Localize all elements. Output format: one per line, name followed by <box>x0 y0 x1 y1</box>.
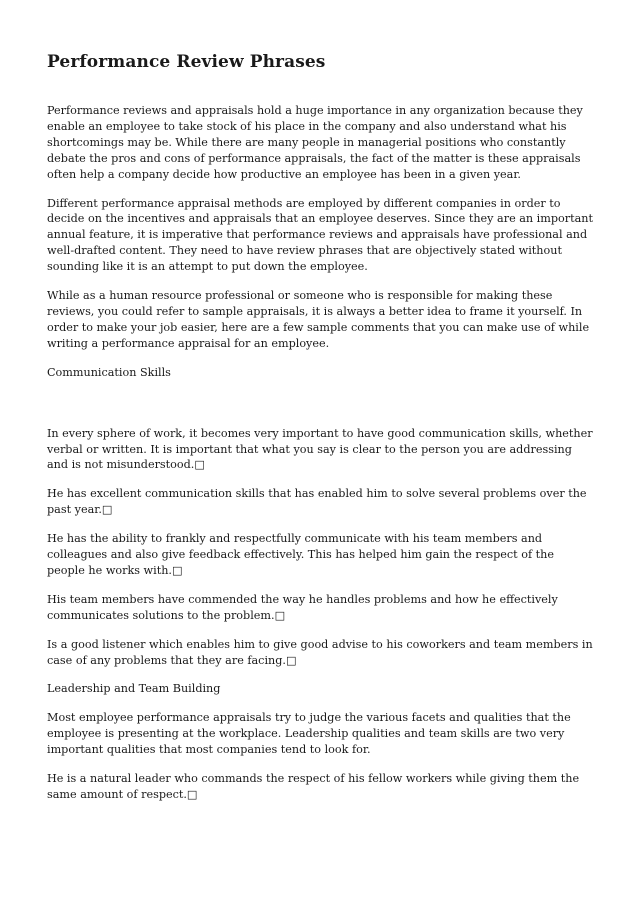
page-title: Performance Review Phrases <box>47 52 326 72</box>
leadership-paragraph-1: Most employee performance appraisals try to judge the various facets and qualities that the employee is presenting at the workplace. Leadership qualities and team skills are two very important qualities that most companies tend to look for. <box>47 711 571 757</box>
communication-paragraph-2: He has excellent communication skills that has enabled him to solve several problems over the past year.□ <box>47 487 587 517</box>
intro-paragraph-1: Performance reviews and appraisals hold a huge importance in any organization because they enable an employee to take stock of his place in the company and also understand what his shortcomings may be. While there are many people in managerial positions who constantly debate the pros and cons of performance appraisals, the fact of the matter is these appraisals often help a company decide how productive an employee has been in a given year. <box>47 104 583 181</box>
intro-paragraph-2: Different performance appraisal methods are employed by different companies in order to decide on the incentives and appraisals that an employee deserves. Since they are an important annual feature, it is imperative that performance reviews and appraisals have professional and well-drafted content. They need to have review phrases that are objectively stated without sounding like it is an attempt to put down the employee. <box>47 196 593 274</box>
communication-paragraph-3: He has the ability to frankly and respectfully communicate with his team members and colleagues and also give feedback effectively. This has helped him gain the respect of the people he works with.□ <box>47 532 554 577</box>
communication-paragraph-1: In every sphere of work, it becomes very important to have good communication skills, whether verbal or written. It is important that what you say is clear to the person you are addressing and is not misunderstood.□ <box>47 426 593 472</box>
leadership-paragraph-2: He is a natural leader who commands the respect of his fellow workers while giving them the same amount of respect.□ <box>47 772 580 801</box>
communication-paragraph-4: His team members have commended the way he handles problems and how he effectively communicates solutions to the problem.□ <box>47 592 558 622</box>
section-heading-communication: Communication Skills <box>47 365 171 379</box>
section-heading-leadership: Leadership and Team Building <box>47 682 221 696</box>
document-page <box>47 51 595 816</box>
communication-paragraph-5: Is a good listener which enables him to give good advise to his coworkers and team members in case of any problems that they are facing.□ <box>47 637 593 667</box>
intro-paragraph-3: While as a human resource professional or someone who is responsible for making these reviews, you could refer to sample appraisals, it is always a better idea to frame it yourself. In order to make your job easier, here are a few sample comments that you can make use of while writing a performance appraisal for an employee. <box>47 289 590 350</box>
blank-space <box>47 394 595 426</box>
